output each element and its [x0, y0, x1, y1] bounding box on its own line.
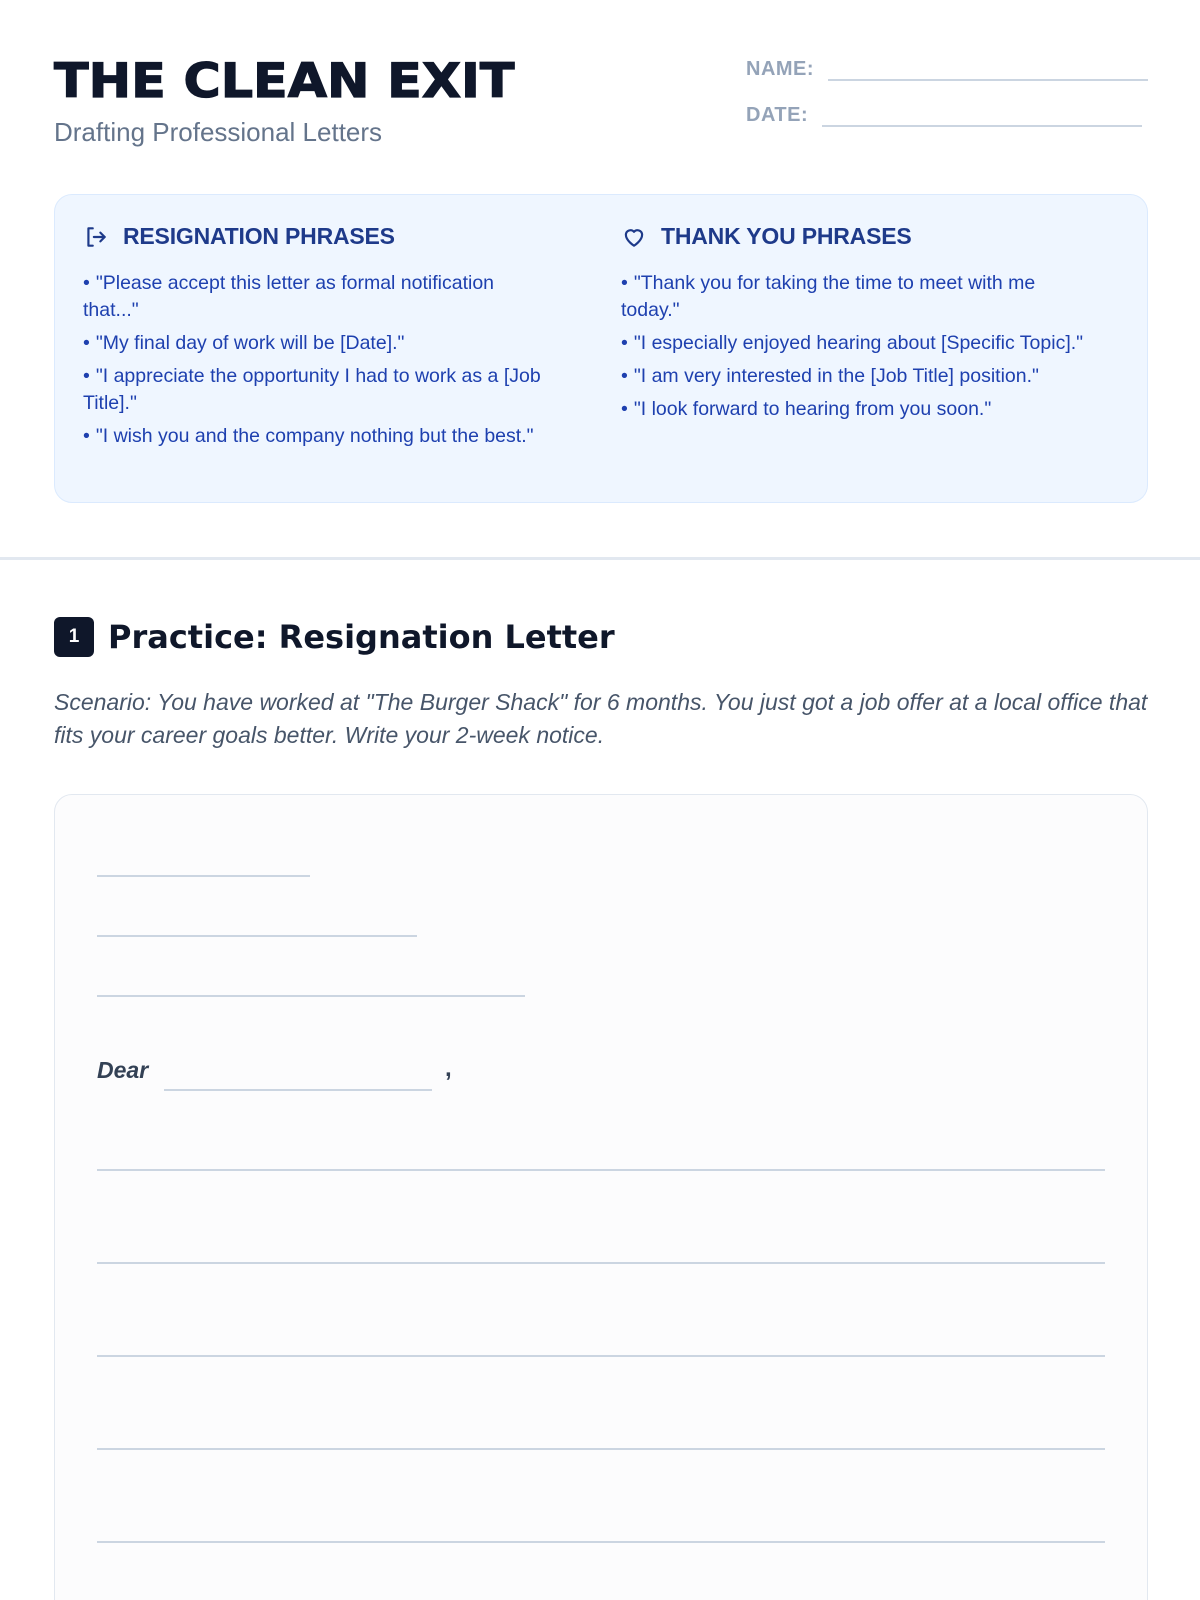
- writing-line[interactable]: [97, 1355, 1105, 1357]
- list-item: • "I wish you and the company nothing but the best.": [83, 425, 534, 447]
- list-item: • "Please accept this letter as formal notification that...": [83, 272, 495, 321]
- page-subtitle: Drafting Professional Letters: [54, 117, 383, 147]
- list-item: • "I am very interested in the [Job Title] position.": [621, 365, 1039, 387]
- thank-you-phrases-heading: [621, 223, 1091, 250]
- section-heading: [54, 617, 615, 657]
- writing-line[interactable]: [97, 1541, 1105, 1543]
- heart-icon: [621, 224, 647, 250]
- recipient-name-line[interactable]: [164, 1089, 432, 1091]
- address-line[interactable]: [97, 935, 417, 937]
- name-field-row: [746, 58, 1148, 81]
- date-label: DATE:: [746, 104, 809, 126]
- list-item: • "Thank you for taking the time to meet with me today.": [621, 272, 1036, 321]
- thank-you-phrases-title: THANK YOU PHRASES: [661, 223, 912, 249]
- scenario-text: Scenario: You have worked at "The Burger Shack" for 6 months. You just got a job offer at a local office that fits your career goals better. Write your 2-week notice.: [54, 689, 1148, 748]
- letter-writing-area: [54, 794, 1148, 1600]
- exit-icon: [83, 224, 109, 250]
- list-item: • "I especially enjoyed hearing about [Specific Topic].": [621, 332, 1084, 354]
- address-line[interactable]: [97, 995, 525, 997]
- thank-you-phrases-column: [621, 223, 1091, 429]
- name-label: NAME:: [746, 58, 815, 80]
- list-item: • "I appreciate the opportunity I had to work as a [Job Title].": [83, 365, 541, 414]
- writing-line[interactable]: [97, 1262, 1105, 1264]
- name-line[interactable]: [828, 61, 1148, 81]
- section-divider: [0, 557, 1200, 560]
- page-title: THE CLEAN EXIT: [54, 54, 515, 109]
- resignation-phrase-list: [83, 270, 553, 450]
- section-title: Practice: Resignation Letter: [108, 618, 615, 656]
- writing-line[interactable]: [97, 1169, 1105, 1171]
- thank-you-phrase-list: [621, 270, 1091, 423]
- resignation-phrases-title: RESIGNATION PHRASES: [123, 223, 395, 249]
- date-field-row: [746, 104, 1142, 127]
- phrase-bank: [54, 194, 1148, 503]
- resignation-phrases-heading: [83, 223, 553, 250]
- section-number-badge: 1: [54, 617, 94, 657]
- salutation-comma: ,: [445, 1055, 452, 1082]
- address-line[interactable]: [97, 875, 310, 877]
- salutation-label: Dear: [97, 1057, 149, 1083]
- list-item: • "I look forward to hearing from you soon.": [621, 398, 992, 420]
- writing-line[interactable]: [97, 1448, 1105, 1450]
- resignation-phrases-column: [83, 223, 553, 456]
- list-item: • "My final day of work will be [Date].": [83, 332, 405, 354]
- date-line[interactable]: [822, 107, 1142, 127]
